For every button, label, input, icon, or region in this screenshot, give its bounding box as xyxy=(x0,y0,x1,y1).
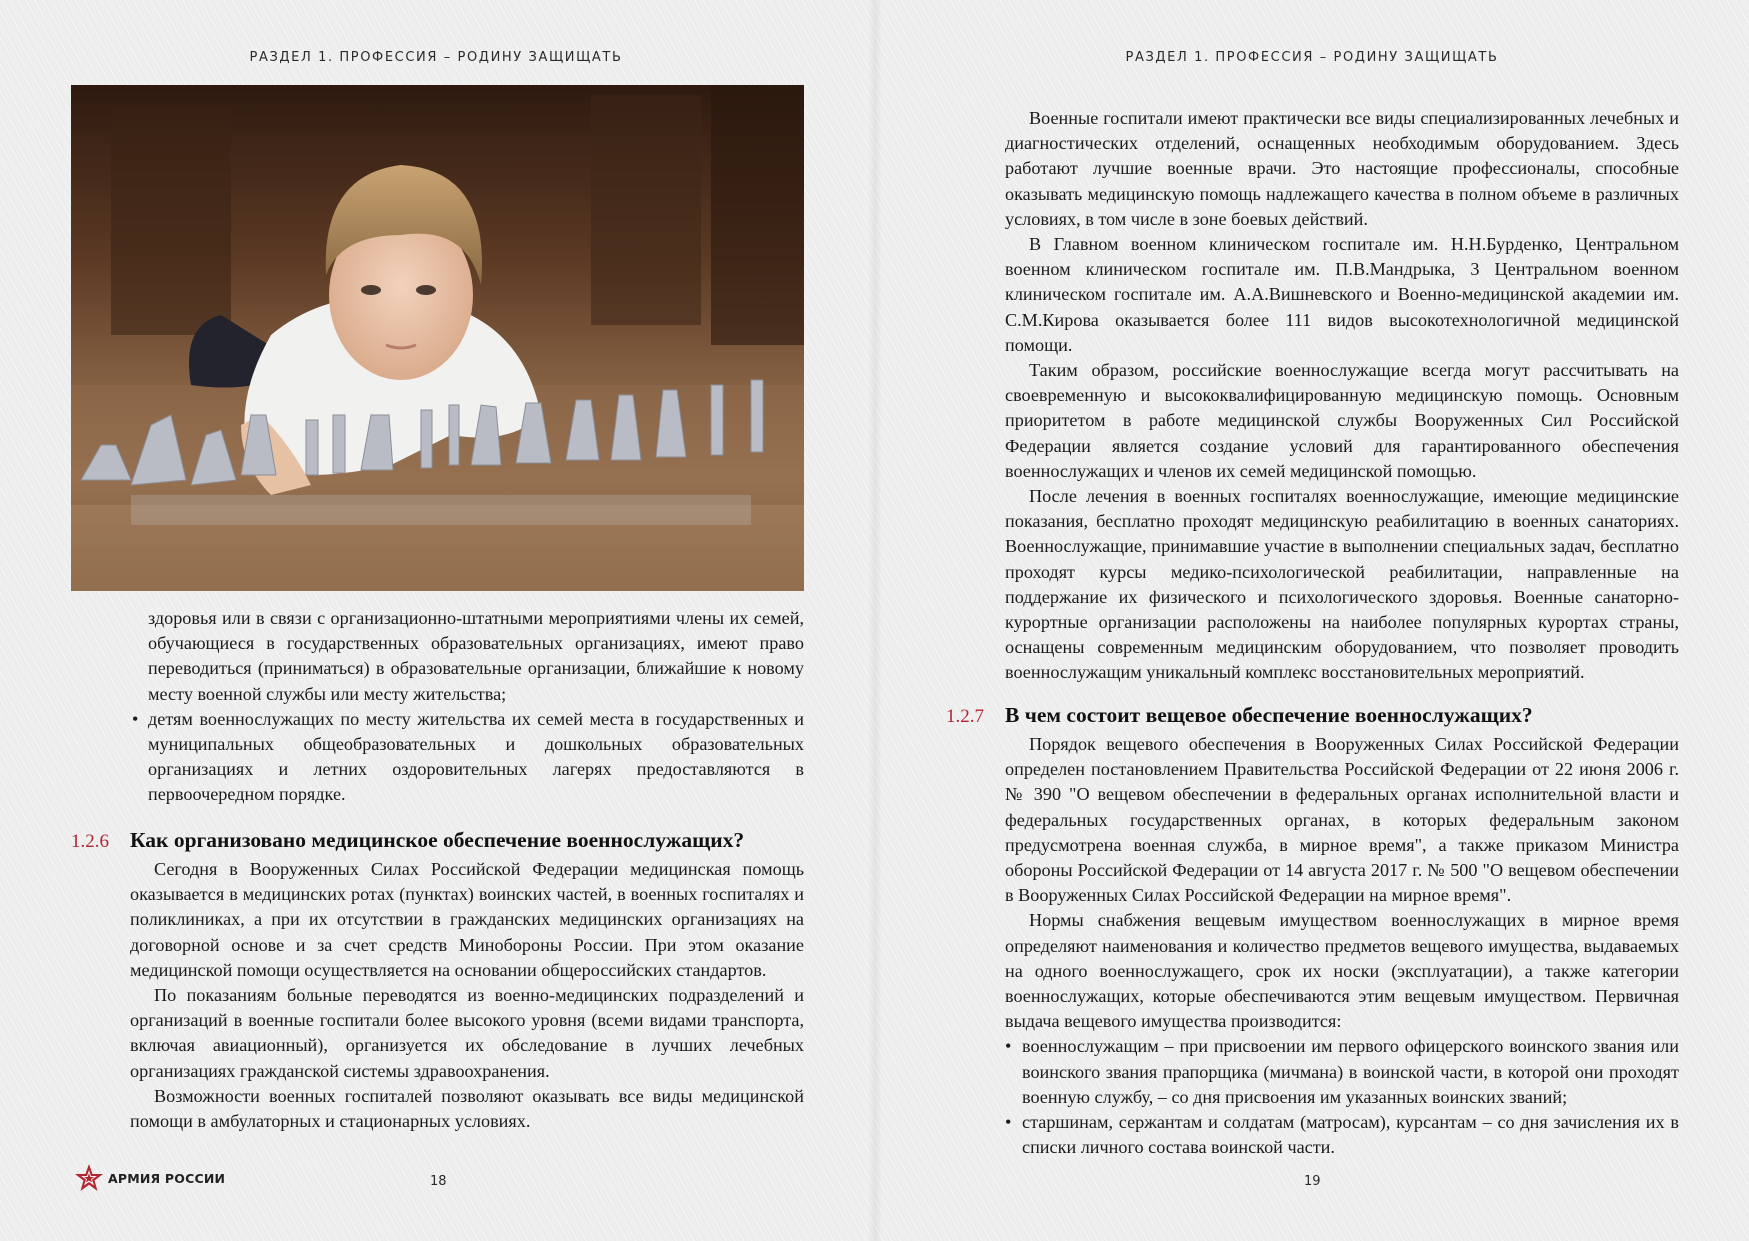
section-number: 1.2.6 xyxy=(71,831,109,852)
paragraph: После лечения в военных госпиталях военнослужащие, имеющие медицинские показания, бесплатно проходят медицинскую реабилитацию в военных санаториях. Военнослужащие, принимавшие участие в выполнении специальных задач, бесплатно проходят курсы медико-психологической реабилитации, направленные на поддержание их физического и психологического здоровья. Военные санаторно-курортные организации расположены на наиболее популярных курортах страны, оснащены современным медицинским оборудованием, что позволяет проводить военнослужащим уникальный комплекс восстановительных мероприятий. xyxy=(1005,486,1679,683)
section-number: 1.2.7 xyxy=(946,706,984,727)
section-title: В чем состоит вещевое обеспечение военнослужащих? xyxy=(1005,703,1533,727)
paragraph: Нормы снабжения вещевым имуществом военнослужащих в мирное время определяют наименования и количество предметов вещевого имущества, выдаваемых на одного военнослужащего, срок их носки (эксплуатации), а также категории военнослужащих, которые обеспечиваются этим вещевым имуществом. Первичная выдача вещевого имущества производится: xyxy=(1005,910,1679,1032)
paragraph: Сегодня в Вооруженных Силах Российской Федерации медицинская помощь оказывается в медицинских ротах (пунктах) воинских частей, в военных госпиталях и поликлиниках, а при их отсутствии в гражданских медицинских организациях на договорной основе и за счет средств Минобороны России. При этом оказание медицинской помощи осуществляется на основании общероссийских стандартов. xyxy=(130,859,804,980)
logo xyxy=(74,1163,225,1193)
photo-child-toy-soldiers xyxy=(71,85,804,591)
running-head-left: РАЗДЕЛ 1. ПРОФЕССИЯ – РОДИНУ ЗАЩИЩАТЬ xyxy=(249,50,623,65)
section-body xyxy=(130,857,804,1134)
left-page xyxy=(0,0,874,1241)
continued-paragraph: здоровья или в связи с организационно-штатными мероприятиями члены их семей, обучающиеся в государственных образовательных организациях, имеют право переводиться (приниматься) в образовательные организации, ближайшие к новому месту военной службы или месту жительства; xyxy=(148,608,804,704)
list-item: • военнослужащим – при присвоении им первого офицерского воинского звания или воинского звания прапорщика (мичмана) в воинской части, в которой они проходят военную службу, – со дня присвоения им указанных воинских званий; xyxy=(1005,1034,1679,1110)
paragraph: В Главном военном клиническом госпитале им. Н.Н.Бурденко, Центральном военном клиническом госпитале им. П.В.Мандрыка, 3 Центральном военном клиническом госпитале им. А.А.Вишневского и Военно-медицинской академии им. С.М.Кирова оказывается более 111 видов высокотехнологичной медицинской помощи. xyxy=(1005,234,1679,355)
page-number: 18 xyxy=(430,1174,447,1189)
paragraph: Порядок вещевого обеспечения в Вооруженных Силах Российской Федерации определен постановлением Правительства Российской Федерации от 22 июня 2006 г. № 390 "О вещевом обеспечении в федеральных органах исполнительной власти и федеральных государственных органах, в которых федеральным законом предусмотрена военная служба, в мирное время", а также приказом Министра обороны Российской Федерации от 14 августа 2017 г. № 500 "О вещевом обеспечении в Вооруженных Силах Российской Федерации на мирное время". xyxy=(1005,734,1679,906)
right-body xyxy=(1005,106,1679,686)
paragraph: Военные госпитали имеют практически все виды специализированных лечебных и диагностических отделений, оснащенных необходимым оборудованием. Здесь работают лучшие военные врачи. Это настоящие профессионалы, способные оказывать медицинскую помощь надлежащего качества в полном объеме в различных условиях, в том числе в зоне боевых действий. xyxy=(1005,108,1679,229)
logo-text: АРМИЯ РОССИИ xyxy=(108,1170,226,1186)
list-item: • старшинам, сержантам и солдатам (матросам), курсантам – со дня зачисления их в списки личного состава воинской части. xyxy=(1005,1110,1679,1160)
paragraph: Таким образом, российские военнослужащие всегда могут рассчитывать на своевременную и высококвалифицированную медицинскую помощь. Основным приоритетом в работе медицинской службы Вооруженных Сил Российской Федерации является создание условий для гарантированного обеспечения военнослужащих и членов их семей медицинской помощью. xyxy=(1005,360,1679,481)
list-item: • детям военнослужащих по месту жительства их семей места в государственных и муниципальных общеобразовательных и дошкольных образовательных организациях и летних оздоровительных лагерях предоставляются в первоочередном порядке. xyxy=(148,707,804,808)
red-star-icon xyxy=(74,1163,104,1193)
section-body xyxy=(1005,732,1679,1160)
section-title: Как организовано медицинское обеспечение военнослужащих? xyxy=(130,828,745,852)
running-head-right: РАЗДЕЛ 1. ПРОФЕССИЯ – РОДИНУ ЗАЩИЩАТЬ xyxy=(1125,50,1499,65)
page-number: 19 xyxy=(1304,1174,1321,1189)
paragraph: По показаниям больные переводятся из военно-медицинских подразделений и организаций в военные госпитали более высокого уровня (всеми видами транспорта, включая авиационный), организуется их обследование в лучших лечебных организациях гражданской системы здравоохранения. xyxy=(130,985,804,1081)
paragraph: Возможности военных госпиталей позволяют оказывать все виды медицинской помощи в амбулаторных и стационарных условиях. xyxy=(130,1085,804,1132)
left-continued-text xyxy=(148,606,804,808)
